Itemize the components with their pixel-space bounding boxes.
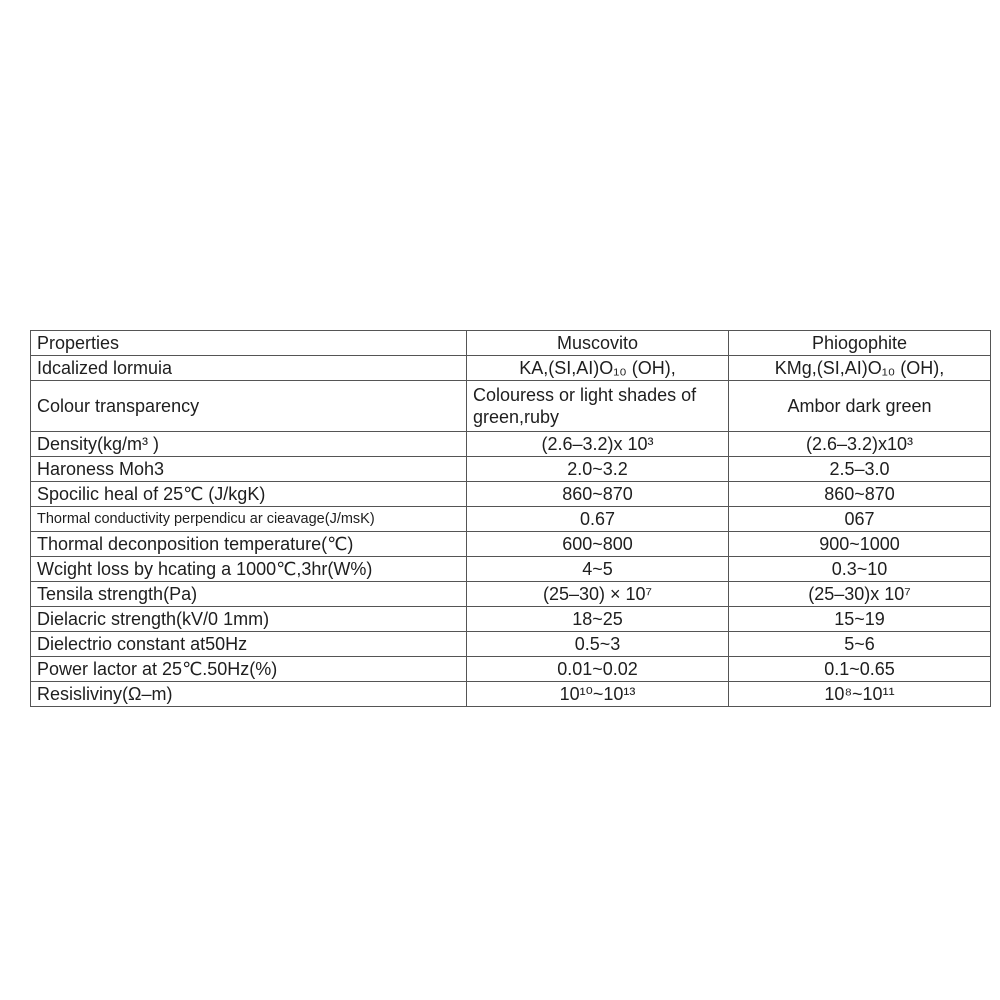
header-phlogopite: Phiogophite <box>729 331 991 356</box>
property-cell: Density(kg/m³ ) <box>31 432 467 457</box>
phlogopite-cell: 900~1000 <box>729 532 991 557</box>
header-properties: Properties <box>31 331 467 356</box>
phlogopite-cell: Ambor dark green <box>729 381 991 432</box>
phlogopite-cell: 10⁸~10¹¹ <box>729 682 991 707</box>
property-cell: Idcalized lormuia <box>31 356 467 381</box>
table-row <box>31 356 991 381</box>
table-row <box>31 432 991 457</box>
table-row <box>31 557 991 582</box>
table-row <box>31 682 991 707</box>
muscovite-cell: Colouress or light shades of green,ruby <box>467 381 729 432</box>
phlogopite-cell: 0.3~10 <box>729 557 991 582</box>
muscovite-cell: 600~800 <box>467 532 729 557</box>
muscovite-cell: 0.01~0.02 <box>467 657 729 682</box>
table-row <box>31 607 991 632</box>
property-cell: Thormal deconposition temperature(℃) <box>31 532 467 557</box>
table-row <box>31 582 991 607</box>
table-row <box>31 657 991 682</box>
property-cell: Spocilic heal of 25℃ (J/kgK) <box>31 482 467 507</box>
phlogopite-cell: 0.1~0.65 <box>729 657 991 682</box>
phlogopite-cell: KMg,(SI,AI)O₁₀ (OH), <box>729 356 991 381</box>
table-row <box>31 457 991 482</box>
phlogopite-cell: 2.5–3.0 <box>729 457 991 482</box>
property-cell: Dielacric strength(kV/0 1mm) <box>31 607 467 632</box>
property-cell: Power lactor at 25℃.50Hz(%) <box>31 657 467 682</box>
muscovite-cell: 18~25 <box>467 607 729 632</box>
muscovite-cell: 4~5 <box>467 557 729 582</box>
phlogopite-cell: 5~6 <box>729 632 991 657</box>
property-cell: Thormal conductivity perpendicu ar cieavage(J/msK) <box>31 507 467 532</box>
table-row <box>31 532 991 557</box>
table-row <box>31 632 991 657</box>
muscovite-cell: (25–30) × 10⁷ <box>467 582 729 607</box>
muscovite-cell: 2.0~3.2 <box>467 457 729 482</box>
table-row <box>31 381 991 432</box>
phlogopite-cell: 15~19 <box>729 607 991 632</box>
mica-properties-table <box>30 330 991 707</box>
phlogopite-cell: (25–30)x 10⁷ <box>729 582 991 607</box>
phlogopite-cell: 860~870 <box>729 482 991 507</box>
muscovite-cell: 0.67 <box>467 507 729 532</box>
table-row <box>31 507 991 532</box>
table-header-row <box>31 331 991 356</box>
property-cell: Dielectrio constant at50Hz <box>31 632 467 657</box>
property-cell: Tensila strength(Pa) <box>31 582 467 607</box>
property-cell: Haroness Moh3 <box>31 457 467 482</box>
muscovite-cell: 860~870 <box>467 482 729 507</box>
header-muscovite: Muscovito <box>467 331 729 356</box>
table-row <box>31 482 991 507</box>
muscovite-cell: KA,(SI,AI)O₁₀ (OH), <box>467 356 729 381</box>
muscovite-cell: 0.5~3 <box>467 632 729 657</box>
muscovite-cell: (2.6–3.2)x 10³ <box>467 432 729 457</box>
property-cell: Colour transparency <box>31 381 467 432</box>
properties-table-container <box>30 330 990 707</box>
muscovite-cell: 10¹⁰~10¹³ <box>467 682 729 707</box>
phlogopite-cell: 067 <box>729 507 991 532</box>
property-cell: Resisliviny(Ω–m) <box>31 682 467 707</box>
property-cell: Wcight loss by hcating a 1000℃,3hr(W%) <box>31 557 467 582</box>
phlogopite-cell: (2.6–3.2)x10³ <box>729 432 991 457</box>
